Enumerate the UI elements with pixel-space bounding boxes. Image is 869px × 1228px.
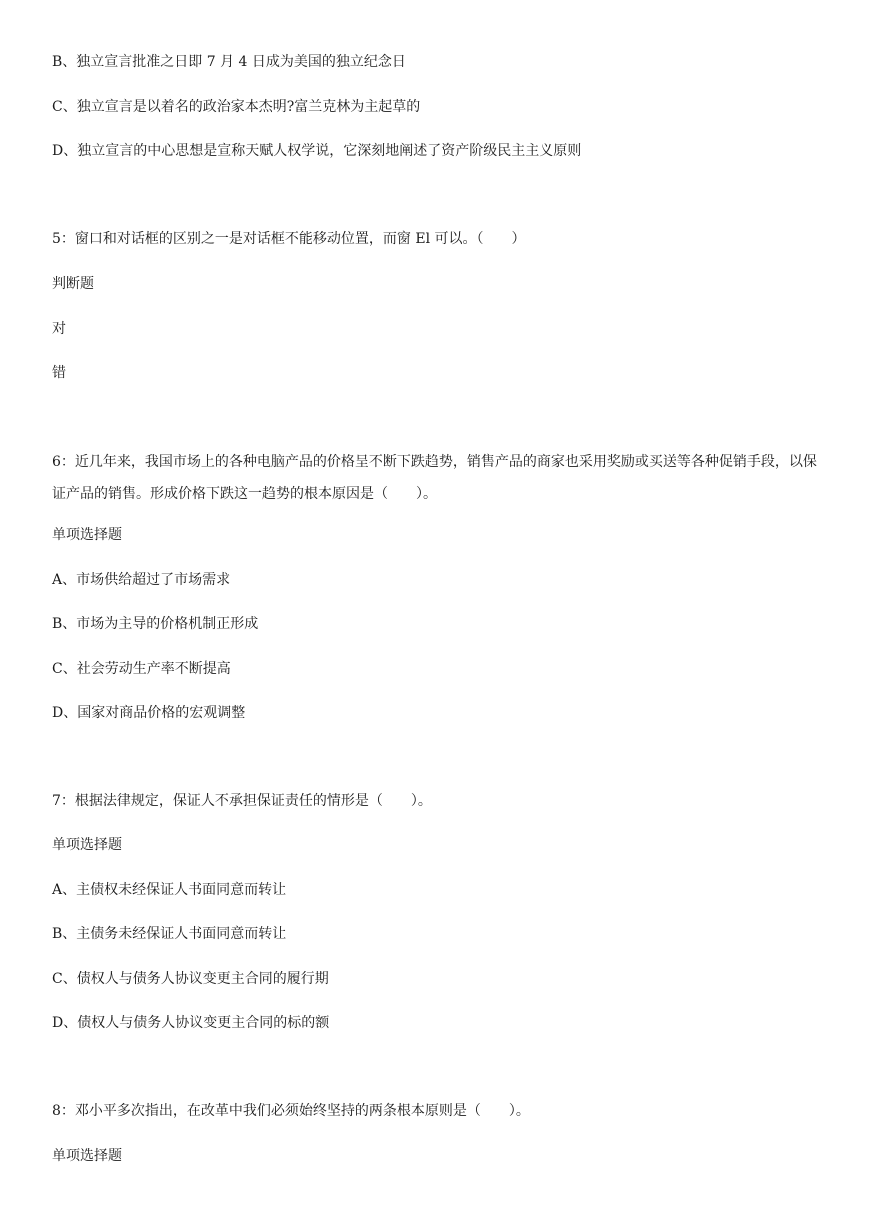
q7-option-d: D、债权人与债务人协议变更主合同的标的额 — [52, 1015, 330, 1031]
q8-stem: 8：邓小平多次指出，在改革中我们必须始终坚持的两条根本原则是（ ）。 — [52, 1103, 530, 1119]
q6-option-a: A、市场供给超过了市场需求 — [52, 572, 231, 588]
q5-stem: 5：窗口和对话框的区别之一是对话框不能移动位置，而窗 El 可以。（ ） — [52, 231, 526, 247]
q6-stem: 6：近几年来，我国市场上的各种电脑产品的价格呈不断下跌趋势，销售产品的商家也采用奖励或买送等各种促销手段，以保证产品的销售。形成价格下跌这一趋势的根本原因是（ ）。 — [52, 454, 817, 502]
q4-option-d: D、独立宣言的中心思想是宣称天赋人权学说，它深刻地阐述了资产阶级民主主义原则 — [52, 143, 582, 159]
q7-type: 单项选择题 — [52, 837, 122, 853]
q5-option-true: 对 — [52, 321, 66, 337]
q7-option-c: C、债权人与债务人协议变更主合同的履行期 — [52, 971, 329, 987]
q7-option-a: A、主债权未经保证人书面同意而转让 — [52, 882, 287, 898]
q6-option-b: B、市场为主导的价格机制正形成 — [52, 616, 259, 632]
q5-option-false: 错 — [52, 365, 66, 381]
q4-option-c: C、独立宣言是以着名的政治家本杰明?富兰克林为主起草的 — [52, 99, 421, 115]
q7-stem: 7：根据法律规定，保证人不承担保证责任的情形是（ ）。 — [52, 793, 432, 809]
q4-option-b: B、独立宣言批准之日即 7 月 4 日成为美国的独立纪念日 — [52, 54, 406, 70]
q6-option-d: D、国家对商品价格的宏观调整 — [52, 705, 246, 721]
q6-type: 单项选择题 — [52, 527, 122, 543]
q7-option-b: B、主债务未经保证人书面同意而转让 — [52, 926, 287, 942]
q6-option-c: C、社会劳动生产率不断提高 — [52, 661, 231, 677]
q8-type: 单项选择题 — [52, 1148, 122, 1164]
q5-type: 判断题 — [52, 276, 94, 292]
